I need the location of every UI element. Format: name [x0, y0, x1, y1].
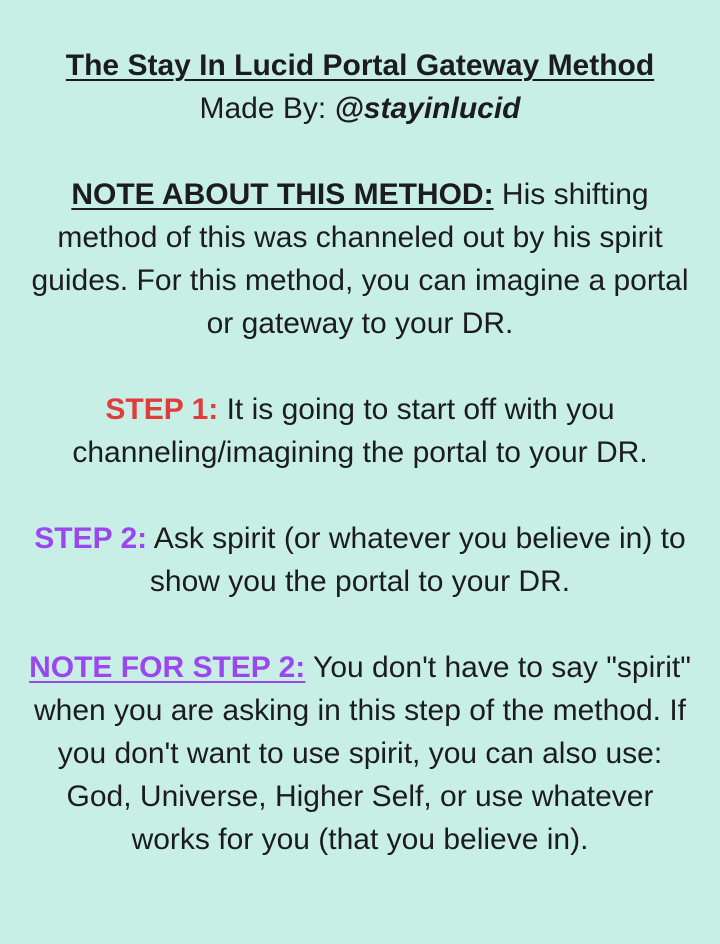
- document-title: The Stay In Lucid Portal Gateway Method: [65, 49, 655, 82]
- step-1-paragraph: [28, 388, 692, 474]
- note-for-step-2-paragraph: [28, 646, 692, 861]
- note-for-step-2-text: You don't have to say "spirit" when you are asking in this step of the method. If you don't want to use spirit, you can also use: God, Universe, Higher Self, or use whatever works for you (that you believe in).: [33, 651, 691, 856]
- note-about-method-label: NOTE ABOUT THIS METHOD:: [71, 178, 494, 211]
- step-1-text: It is going to start off with you channeling/imagining the portal to your DR.: [72, 393, 648, 469]
- title-block: [28, 44, 692, 130]
- credit-handle: @stayinlucid: [334, 92, 521, 125]
- note-about-method-paragraph: [28, 173, 692, 345]
- step-2-label: STEP 2:: [34, 522, 148, 555]
- note-for-step-2-label: NOTE FOR STEP 2:: [29, 651, 306, 684]
- step-2-text: Ask spirit (or whatever you believe in) to show you the portal to your DR.: [147, 522, 686, 598]
- credit-prefix: Made By:: [199, 92, 335, 125]
- step-1-label: STEP 1:: [105, 393, 219, 426]
- step-2-paragraph: [28, 517, 692, 603]
- note-about-method-text: His shifting method of this was channeled out by his spirit guides. For this method, you can imagine a portal or gateway to your DR.: [31, 178, 689, 340]
